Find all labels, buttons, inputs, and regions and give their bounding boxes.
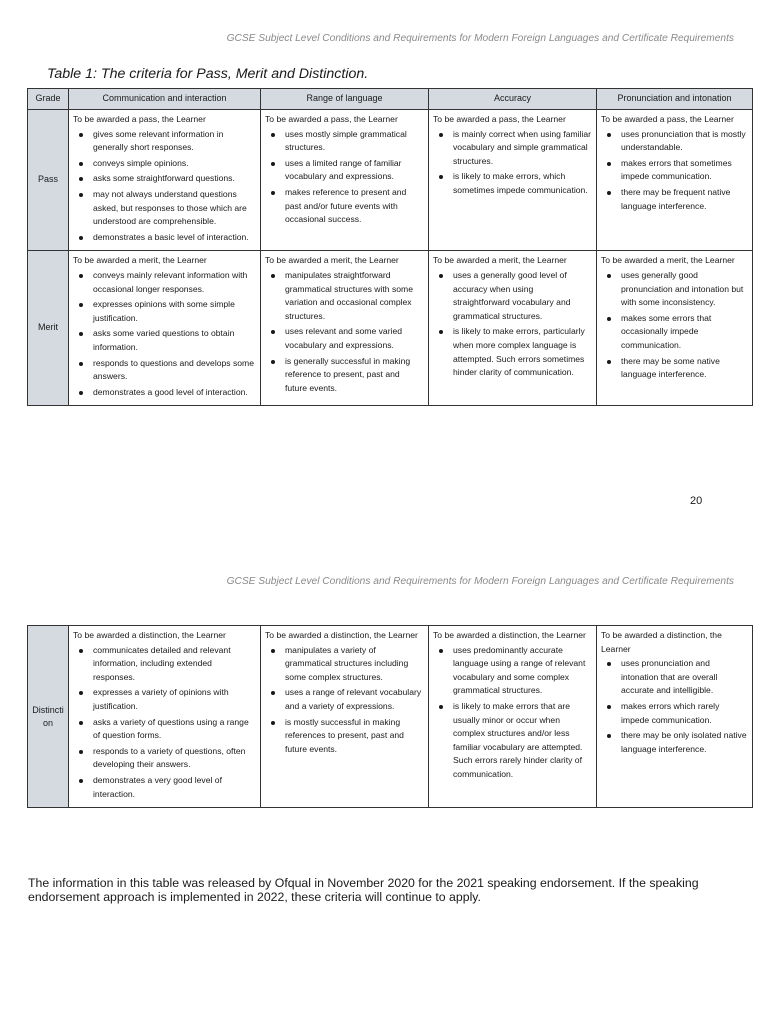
criteria-list [265,128,424,227]
criteria-bullet: is mainly correct when using familiar vocabulary and simple grammatical structures. [433,128,592,169]
table-row [28,251,753,406]
criteria-bullet: there may be some native language interference. [601,355,748,382]
criteria-cell-pronunciation [597,251,753,406]
criteria-intro: To be awarded a merit, the Learner [433,255,567,266]
criteria-intro: To be awarded a merit, the Learner [73,255,207,266]
criteria-bullet: asks some straightforward questions. [73,172,256,186]
criteria-bullet: asks a variety of questions using a range of question forms. [73,716,256,743]
criteria-bullet: uses mostly simple grammatical structures. [265,128,424,155]
criteria-list [601,657,748,756]
criteria-bullet: manipulates straightforward grammatical structures with some variation and occasional complex structures. [265,269,424,323]
criteria-bullet: demonstrates a basic level of interaction. [73,231,256,245]
table-row [28,626,753,808]
criteria-bullet: uses generally good pronunciation and intonation but with some inconsistency. [601,269,748,310]
footnote: The information in this table was released by Ofqual in November 2020 for the 2021 speaking endorsement. If the speaking endorsement approach is implemented in 2022, these criteria will continue to apply. [28,876,699,904]
criteria-bullet: conveys simple opinions. [73,157,256,171]
criteria-bullet: makes some errors that occasionally impede communication. [601,312,748,353]
criteria-bullet: uses a range of relevant vocabulary and a variety of expressions. [265,686,424,713]
criteria-intro: To be awarded a distinction, the Learner [433,630,586,640]
criteria-cell-range-of-language [261,251,429,406]
grade-cell-distinction: Distinction [28,626,69,808]
column-header-pronunciation: Pronunciation and intonation [597,89,753,110]
running-header: GCSE Subject Level Conditions and Requirements for Modern Foreign Languages and Certificate Requirements [226,576,734,587]
running-header: GCSE Subject Level Conditions and Requirements for Modern Foreign Languages and Certificate Requirements [226,33,734,44]
criteria-cell-pronunciation [597,110,753,251]
criteria-list [73,644,256,802]
criteria-list [73,128,256,245]
criteria-bullet: uses pronunciation and intonation that are overall accurate and intelligible. [601,657,748,698]
criteria-bullet: manipulates a variety of grammatical structures including some complex structures. [265,644,424,685]
header-row [28,89,753,110]
criteria-cell-range-of-language [261,110,429,251]
criteria-bullet: asks some varied questions to obtain information. [73,327,256,354]
criteria-bullet: uses a generally good level of accuracy when using straightforward vocabulary and grammatical structures. [433,269,592,323]
criteria-bullet: makes reference to present and past and/or future events with occasional success. [265,186,424,227]
criteria-bullet: expresses opinions with some simple justification. [73,298,256,325]
criteria-bullet: is likely to make errors, which sometimes impede communication. [433,170,592,197]
criteria-list [265,269,424,395]
criteria-intro: To be awarded a distinction, the Learner [73,630,226,640]
criteria-bullet: demonstrates a very good level of interaction. [73,774,256,801]
criteria-bullet: gives some relevant information in generally short responses. [73,128,256,155]
criteria-list [433,644,592,782]
criteria-intro: To be awarded a pass, the Learner [433,114,566,124]
criteria-cell-accuracy [429,626,597,808]
criteria-intro: To be awarded a merit, the Learner [265,255,399,266]
criteria-intro: To be awarded a merit, the Learner [601,255,735,266]
criteria-bullet: is mostly successful in making references to present, past and future events. [265,716,424,757]
criteria-list [433,269,592,380]
page-number: 20 [690,495,703,507]
criteria-bullet: is generally successful in making reference to present, past and future events. [265,355,424,396]
criteria-bullet: there may be only isolated native language interference. [601,729,748,756]
criteria-bullet: responds to a variety of questions, often developing their answers. [73,745,256,772]
column-header-range-of-language: Range of language [261,89,429,110]
table-row [28,110,753,251]
criteria-table-continued [27,625,753,808]
criteria-bullet: uses a limited range of familiar vocabulary and expressions. [265,157,424,184]
grade-cell-pass: Pass [28,110,69,251]
criteria-list [433,128,592,198]
criteria-cell-pronunciation [597,626,753,808]
criteria-bullet: makes errors that sometimes impede communication. [601,157,748,184]
criteria-bullet: is likely to make errors that are usually minor or occur when complex structures and/or less familiar vocabulary are attempted. Such errors rarely hinder clarity of communication. [433,700,592,782]
criteria-intro: To be awarded a distinction, the Learner [265,630,418,640]
criteria-bullet: expresses a variety of opinions with justification. [73,686,256,713]
criteria-cell-communication [69,626,261,808]
criteria-table [27,88,753,406]
criteria-cell-accuracy [429,110,597,251]
criteria-cell-range-of-language [261,626,429,808]
column-header-communication: Communication and interaction [69,89,261,110]
column-header-grade: Grade [28,89,69,110]
criteria-bullet: uses relevant and some varied vocabulary and expressions. [265,325,424,352]
criteria-cell-accuracy [429,251,597,406]
criteria-cell-communication [69,110,261,251]
column-header-accuracy: Accuracy [429,89,597,110]
criteria-intro: To be awarded a distinction, the Learner [601,630,722,654]
criteria-bullet: uses pronunciation that is mostly understandable. [601,128,748,155]
criteria-list [601,269,748,382]
criteria-list [265,644,424,757]
criteria-cell-communication [69,251,261,406]
criteria-bullet: uses predominantly accurate language using a range of relevant vocabulary and some complex grammatical structures. [433,644,592,698]
criteria-bullet: responds to questions and develops some answers. [73,357,256,384]
criteria-intro: To be awarded a pass, the Learner [73,114,206,124]
criteria-bullet: makes errors which rarely impede communication. [601,700,748,727]
table-caption: Table 1: The criteria for Pass, Merit and Distinction. [47,66,369,82]
criteria-bullet: conveys mainly relevant information with occasional longer responses. [73,269,256,296]
criteria-bullet: communicates detailed and relevant information, including extended responses. [73,644,256,685]
criteria-bullet: demonstrates a good level of interaction. [73,386,256,400]
criteria-intro: To be awarded a pass, the Learner [265,114,398,124]
grade-cell-merit: Merit [28,251,69,406]
criteria-bullet: is likely to make errors, particularly when more complex language is attempted. Such errors sometimes hinder clarity of communication. [433,325,592,379]
criteria-list [73,269,256,399]
criteria-intro: To be awarded a pass, the Learner [601,114,734,124]
criteria-bullet: there may be frequent native language interference. [601,186,748,213]
criteria-list [601,128,748,214]
criteria-bullet: may not always understand questions asked, but responses to those which are understood are comprehensible. [73,188,256,229]
